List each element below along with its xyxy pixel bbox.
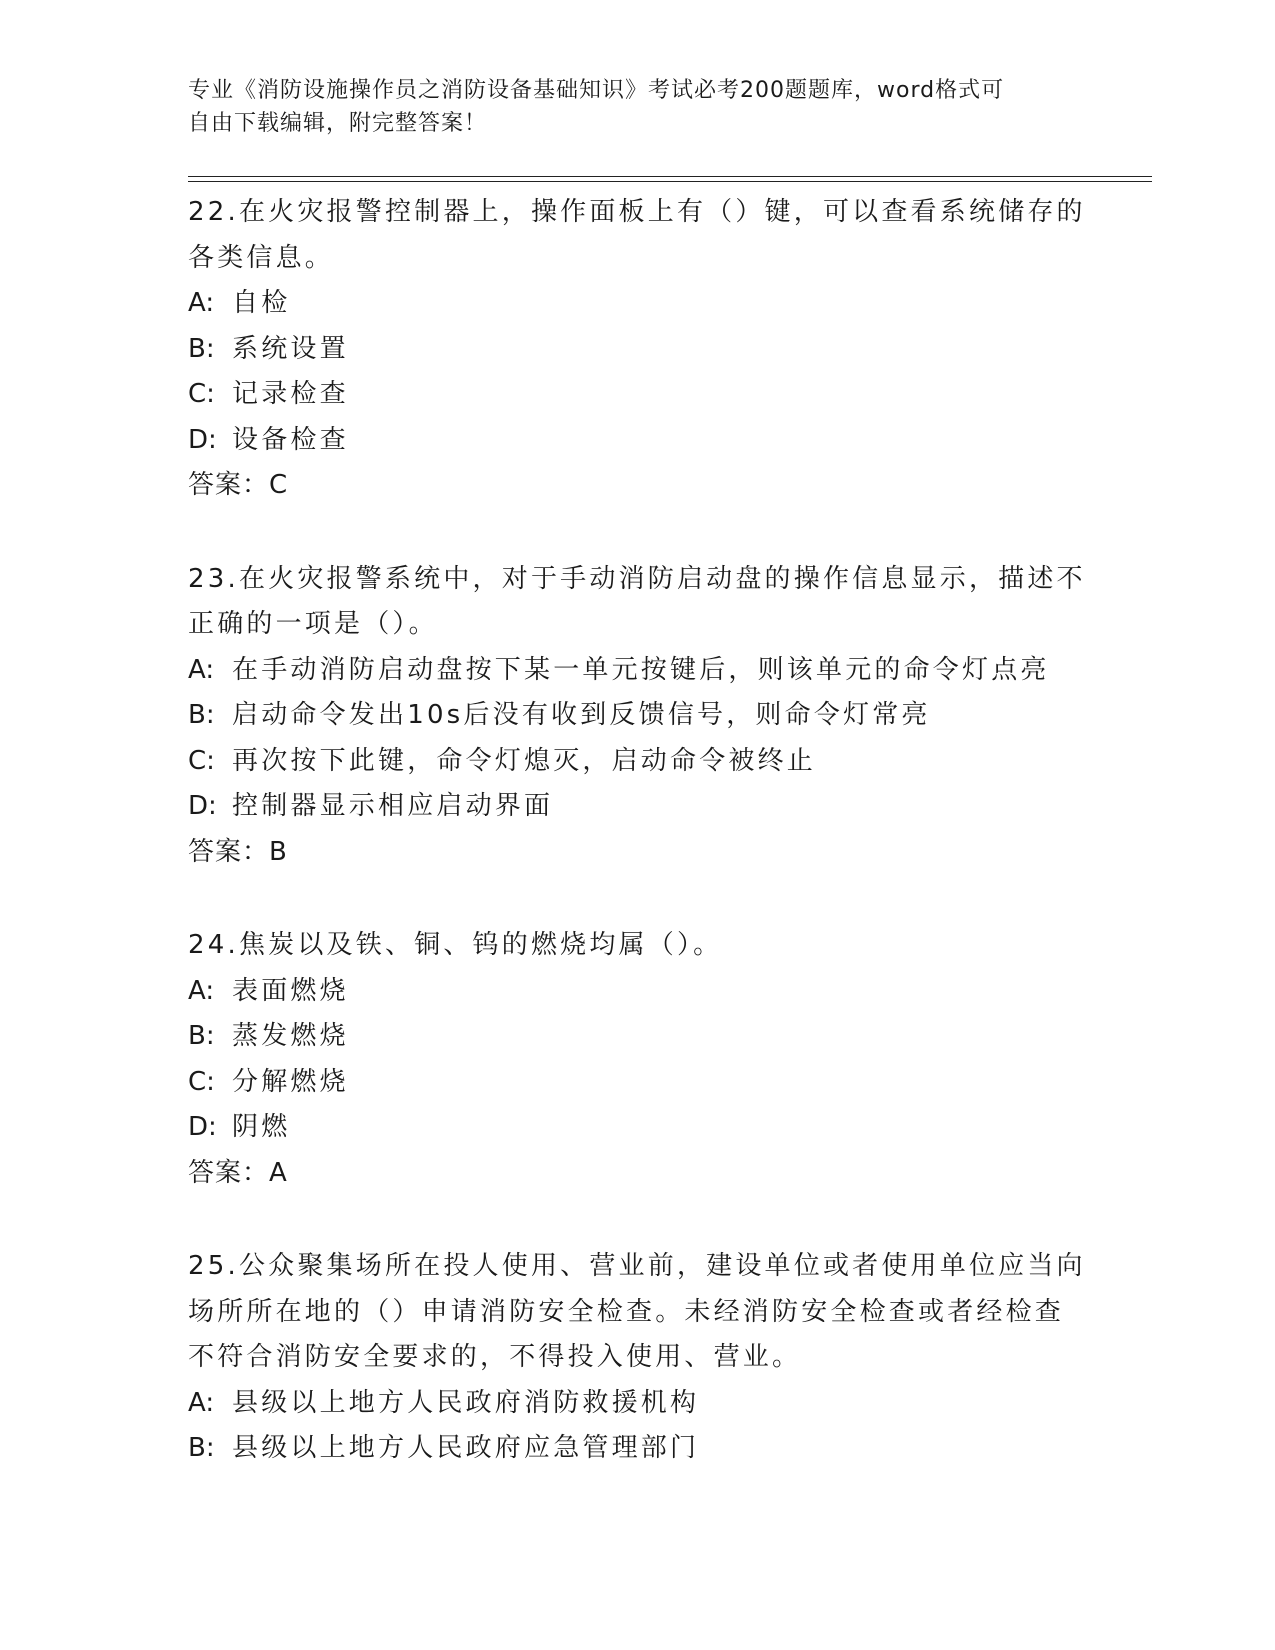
option-b: [188, 1014, 1088, 1060]
question-list: [188, 190, 1088, 1472]
option-letter: B:: [188, 333, 215, 364]
header-divider-top: [188, 176, 1152, 177]
answer: 答案：B: [188, 836, 288, 867]
option-text: 阴燃: [232, 1112, 291, 1142]
option-text: 自检: [232, 288, 291, 318]
option-a: [188, 1381, 1088, 1427]
option-c: [188, 372, 1088, 418]
answer: 答案：C: [188, 470, 289, 500]
option-text: 县级以上地方人民政府应急管理部门: [232, 1433, 700, 1463]
option-letter: B:: [188, 700, 215, 730]
question-text: 22.在火灾报警控制器上，操作面板上有（）键，可以查看系统储存的: [188, 197, 1086, 227]
header-line: 自由下载编辑，附完整答案！: [188, 111, 488, 136]
option-b: [188, 693, 1088, 739]
option-a: [188, 648, 1088, 694]
question-text: 各类信息。: [188, 242, 335, 273]
option-letter: A:: [188, 1387, 215, 1418]
option-letter: B:: [188, 1433, 215, 1463]
option-d: [188, 1105, 1088, 1151]
option-c: [188, 739, 1088, 785]
option-letter: A:: [188, 288, 215, 318]
option-text: 记录检查: [232, 379, 349, 409]
option-letter: D:: [188, 424, 217, 455]
option-letter: C:: [188, 1066, 215, 1097]
option-b: [188, 327, 1088, 373]
option-letter: A:: [188, 975, 215, 1006]
question-text: 正确的一项是（）。: [188, 609, 438, 639]
option-text: 控制器显示相应启动界面: [232, 791, 554, 821]
question-25: [188, 1244, 1088, 1472]
header-line: 专业《消防设施操作员之消防设备基础知识》考试必考200题题库，word格式可: [188, 78, 1005, 103]
option-text: 设备检查: [232, 424, 349, 455]
option-letter: B:: [188, 1021, 215, 1051]
option-text: 蒸发燃烧: [232, 1021, 349, 1051]
option-text: 再次按下此键，命令灯熄灭，启动命令被终止: [232, 745, 817, 776]
option-a: [188, 281, 1088, 327]
question-22: [188, 190, 1088, 509]
question-text: 不符合消防安全要求的，不得投入使用、营业。: [188, 1342, 802, 1372]
option-d: [188, 784, 1088, 830]
question-text: 24.焦炭以及铁、铜、钨的燃烧均属（）。: [188, 930, 723, 960]
option-letter: C:: [188, 745, 215, 776]
option-text: 在手动消防启动盘按下某一单元按键后，则该单元的命令灯点亮: [232, 654, 1050, 685]
question-text: 25.公众聚集场所在投人使用、营业前，建设单位或者使用单位应当向: [188, 1251, 1086, 1281]
option-letter: D:: [188, 791, 217, 821]
option-letter: C:: [188, 379, 215, 409]
document-header: [188, 74, 1088, 140]
option-a: [188, 969, 1088, 1015]
question-24: [188, 923, 1088, 1196]
question-23: [188, 557, 1088, 876]
header-divider-bottom: [188, 181, 1152, 182]
option-b: [188, 1426, 1088, 1472]
option-text: 启动命令发出10s后没有收到反馈信号，则命令灯常亮: [232, 700, 931, 730]
option-letter: D:: [188, 1112, 217, 1142]
option-c: [188, 1060, 1088, 1106]
option-text: 系统设置: [232, 333, 349, 364]
option-text: 县级以上地方人民政府消防救援机构: [232, 1387, 700, 1418]
option-text: 分解燃烧: [232, 1066, 349, 1097]
option-text: 表面燃烧: [232, 975, 349, 1006]
question-text: 23.在火灾报警系统中，对于手动消防启动盘的操作信息显示，描述不: [188, 563, 1086, 594]
option-letter: A:: [188, 654, 215, 685]
answer: 答案：A: [188, 1157, 288, 1188]
question-text: 场所所在地的（）申请消防安全检查。未经消防安全检查或者经检查: [188, 1296, 1065, 1327]
option-d: [188, 418, 1088, 464]
